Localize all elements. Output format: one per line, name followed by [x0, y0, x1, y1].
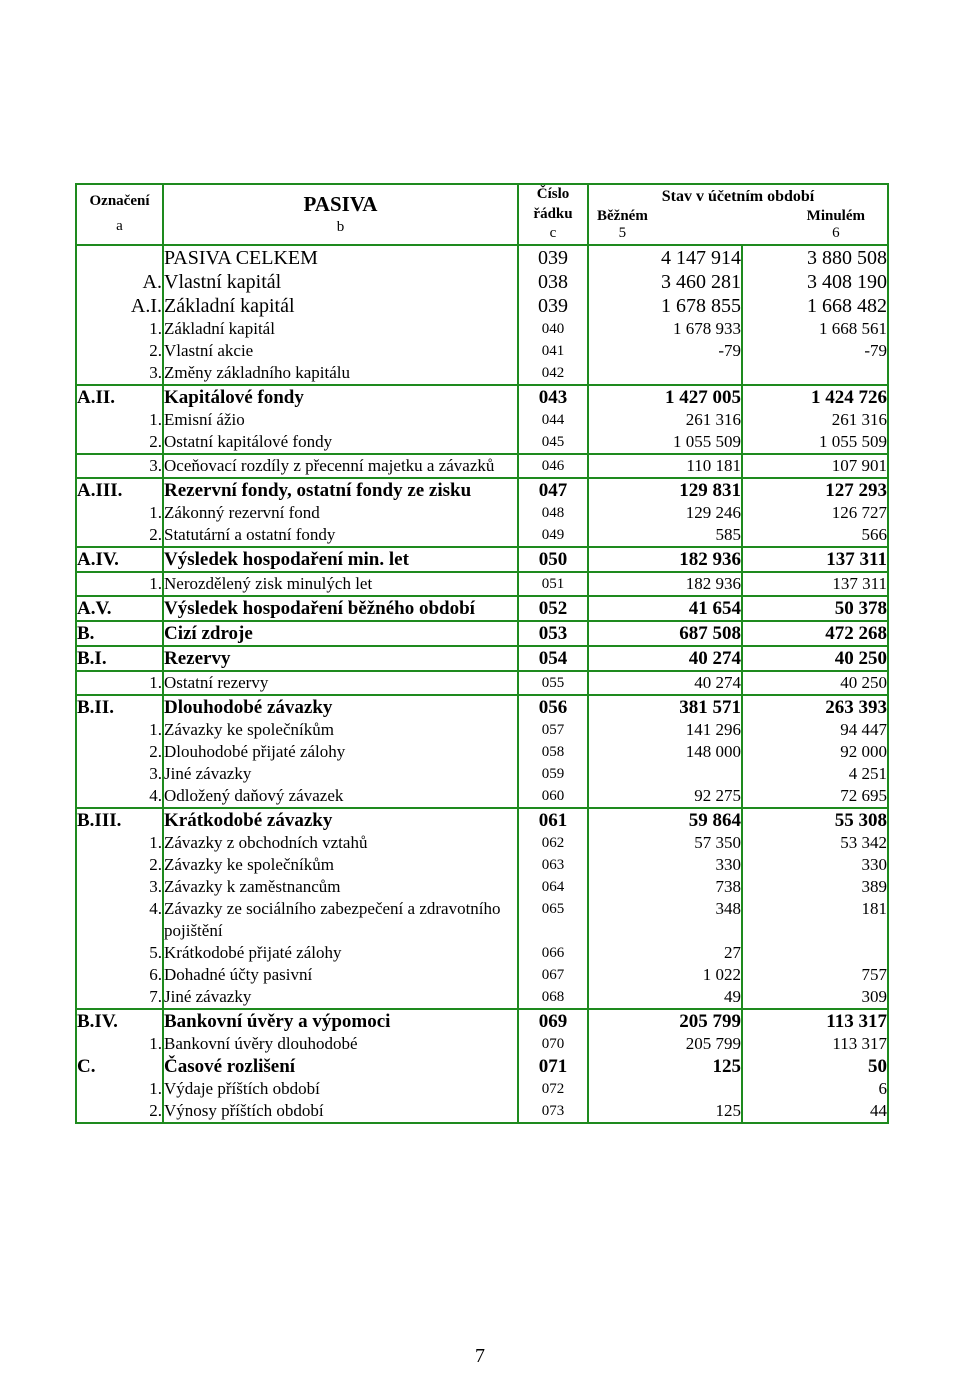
page-number: 7	[475, 1345, 485, 1367]
row-designation: 1.	[76, 572, 163, 596]
row-line-number: 071	[518, 1055, 588, 1078]
table-row	[76, 785, 888, 808]
row-line-number: 064	[518, 876, 588, 898]
row-item-name: Závazky ke společníkům	[163, 719, 518, 741]
row-previous-value: 50 378	[742, 596, 888, 621]
row-line-number: 048	[518, 502, 588, 524]
table-body	[76, 245, 888, 1123]
row-designation: 1.	[149, 409, 162, 429]
row-item-name: Rezervní fondy, ostatní fondy ze zisku	[163, 478, 518, 502]
row-current-value: 182 936	[588, 547, 742, 572]
row-current-value	[588, 1078, 742, 1100]
row-current-value: 40 274	[588, 671, 742, 695]
table-row	[76, 1009, 888, 1033]
row-current-value: 330	[588, 854, 742, 876]
table-row	[76, 294, 888, 318]
row-designation: 4.	[149, 898, 162, 918]
row-previous-value: 6	[742, 1078, 888, 1100]
row-designation: 1.	[76, 671, 163, 695]
row-current-value: 687 508	[588, 621, 742, 646]
row-previous-value: 3 880 508	[742, 245, 888, 270]
row-designation: A.II.	[76, 385, 163, 409]
row-designation: 7.	[149, 986, 162, 1006]
row-previous-value: 181	[742, 898, 888, 942]
row-line-number: 042	[518, 362, 588, 385]
row-previous-value: 261 316	[742, 409, 888, 431]
row-line-number: 053	[518, 621, 588, 646]
row-designation: 1.	[149, 1033, 162, 1053]
row-designation: A.I.	[130, 294, 162, 317]
table-row	[76, 385, 888, 409]
table-row	[76, 572, 888, 596]
table-row	[76, 524, 888, 547]
row-designation: B.	[76, 621, 163, 646]
row-item-name: Závazky z obchodních vztahů	[163, 832, 518, 854]
row-item-name: Závazky ze sociálního zabezpečení a zdravotního pojištění	[163, 898, 518, 942]
table-row	[76, 245, 888, 270]
table-row	[76, 547, 888, 572]
row-current-value: 205 799	[588, 1009, 742, 1033]
row-line-number: 047	[518, 478, 588, 502]
row-current-value: 348	[588, 898, 742, 942]
row-designation: 1.	[149, 1078, 162, 1098]
row-current-value: 41 654	[588, 596, 742, 621]
row-designation: 2.	[149, 340, 162, 360]
row-line-number: 056	[518, 695, 588, 719]
row-item-name: Dlouhodobé závazky	[163, 695, 518, 719]
row-previous-value: 757	[742, 964, 888, 986]
row-previous-value: 113 317	[742, 1033, 888, 1055]
row-line-number: 057	[518, 719, 588, 741]
row-line-number: 054	[518, 646, 588, 671]
row-designation: 1.	[149, 502, 162, 522]
row-item-name: Časové rozlišení	[163, 1055, 518, 1078]
row-line-number: 069	[518, 1009, 588, 1033]
row-line-number: 049	[518, 524, 588, 547]
header-pasiva: PASIVA b	[163, 184, 518, 245]
row-current-value: 125	[588, 1055, 742, 1078]
table-row	[76, 621, 888, 646]
row-current-value: 4 147 914	[588, 245, 742, 270]
row-item-name: Bankovní úvěry a výpomoci	[163, 1009, 518, 1033]
table-row	[76, 854, 888, 876]
table-row	[76, 270, 888, 294]
row-previous-value: 113 317	[742, 1009, 888, 1033]
table-row	[76, 964, 888, 986]
row-current-value: 125	[588, 1100, 742, 1123]
row-designation: 3.	[149, 362, 162, 382]
table-row	[76, 695, 888, 719]
row-designation: 4.	[149, 785, 162, 805]
row-line-number: 062	[518, 832, 588, 854]
row-designation: C.	[77, 1055, 96, 1077]
row-item-name: Základní kapitál	[163, 318, 518, 340]
row-line-number: 065	[518, 898, 588, 942]
row-item-name: Krátkodobé závazky	[163, 808, 518, 832]
row-current-value: 1 055 509	[588, 431, 742, 454]
row-designation: 3.	[149, 763, 162, 783]
row-line-number: 043	[518, 385, 588, 409]
row-current-value: 182 936	[588, 572, 742, 596]
row-line-number: 041	[518, 340, 588, 362]
row-designation: 2.	[149, 741, 162, 761]
table-row	[76, 596, 888, 621]
row-designation: 5.	[149, 942, 162, 962]
table-row	[76, 318, 888, 340]
row-current-value: 381 571	[588, 695, 742, 719]
row-item-name: Oceňovací rozdíly z přecenní majetku a závazků	[163, 454, 518, 478]
row-current-value: 205 799	[588, 1033, 742, 1055]
header-previous-period: Minulém 6	[806, 208, 865, 242]
row-line-number: 044	[518, 409, 588, 431]
row-line-number: 061	[518, 808, 588, 832]
row-line-number: 051	[518, 572, 588, 596]
row-current-value: 1 678 855	[588, 294, 742, 318]
row-current-value: 129 246	[588, 502, 742, 524]
header-period-state: Stav v účetním období Běžném 5 Minulém 6	[588, 184, 888, 245]
row-item-name: Emisní ážio	[163, 409, 518, 431]
row-current-value: 92 275	[588, 785, 742, 808]
table-row	[76, 741, 888, 763]
row-designation: B.II.	[76, 695, 163, 719]
row-current-value: 49	[588, 986, 742, 1009]
row-line-number: 040	[518, 318, 588, 340]
row-current-value: 59 864	[588, 808, 742, 832]
row-previous-value: 330	[742, 854, 888, 876]
row-previous-value: 40 250	[742, 646, 888, 671]
row-designation: B.IV.	[76, 1009, 163, 1033]
row-item-name: Výsledek hospodaření běžného období	[163, 596, 518, 621]
row-item-name: Bankovní úvěry dlouhodobé	[163, 1033, 518, 1055]
row-previous-value: 263 393	[742, 695, 888, 719]
row-item-name: Ostatní rezervy	[163, 671, 518, 695]
row-line-number: 067	[518, 964, 588, 986]
table-row	[76, 808, 888, 832]
row-previous-value	[742, 942, 888, 964]
row-item-name: Výnosy příštích období	[163, 1100, 518, 1123]
row-previous-value: 92 000	[742, 741, 888, 763]
row-current-value: 27	[588, 942, 742, 964]
row-previous-value: 1 668 561	[742, 318, 888, 340]
row-line-number: 070	[518, 1033, 588, 1055]
row-previous-value: 566	[742, 524, 888, 547]
row-line-number: 045	[518, 431, 588, 454]
table-row	[76, 1033, 888, 1055]
table-row	[76, 832, 888, 854]
row-item-name: Změny základního kapitálu	[163, 362, 518, 385]
row-item-name: Jiné závazky	[163, 763, 518, 785]
balance-sheet-table	[75, 183, 889, 1124]
row-item-name: Nerozdělený zisk minulých let	[163, 572, 518, 596]
row-previous-value	[742, 362, 888, 385]
table-row	[76, 986, 888, 1009]
row-current-value	[588, 763, 742, 785]
row-item-name: Ostatní kapitálové fondy	[163, 431, 518, 454]
row-designation: 1.	[149, 832, 162, 852]
row-designation: 3.	[76, 454, 163, 478]
row-item-name: Kapitálové fondy	[163, 385, 518, 409]
row-line-number: 055	[518, 671, 588, 695]
row-designation: A.III.	[76, 478, 163, 502]
row-line-number: 058	[518, 741, 588, 763]
table-row	[76, 362, 888, 385]
row-designation: B.I.	[76, 646, 163, 671]
row-previous-value: -79	[742, 340, 888, 362]
row-current-value: 40 274	[588, 646, 742, 671]
row-designation: 2.	[149, 1100, 162, 1120]
row-previous-value: 50	[742, 1055, 888, 1078]
row-previous-value: 4 251	[742, 763, 888, 785]
row-item-name: Rezervy	[163, 646, 518, 671]
row-previous-value: 389	[742, 876, 888, 898]
row-line-number: 068	[518, 986, 588, 1009]
row-previous-value: 3 408 190	[742, 270, 888, 294]
row-current-value: 110 181	[588, 454, 742, 478]
table-row	[76, 671, 888, 695]
row-designation: 3.	[149, 876, 162, 896]
row-current-value: 3 460 281	[588, 270, 742, 294]
row-designation: B.III.	[76, 808, 163, 832]
row-item-name: Dlouhodobé přijaté zálohy	[163, 741, 518, 763]
row-line-number: 050	[518, 547, 588, 572]
row-previous-value: 44	[742, 1100, 888, 1123]
row-previous-value: 127 293	[742, 478, 888, 502]
row-designation: A.	[142, 270, 162, 293]
row-line-number: 072	[518, 1078, 588, 1100]
row-designation: A.IV.	[76, 547, 163, 572]
row-previous-value: 126 727	[742, 502, 888, 524]
row-previous-value: 94 447	[742, 719, 888, 741]
row-previous-value: 1 424 726	[742, 385, 888, 409]
row-current-value: 148 000	[588, 741, 742, 763]
row-item-name: Základní kapitál	[163, 294, 518, 318]
row-item-name: Jiné závazky	[163, 986, 518, 1009]
row-item-name: Dohadné účty pasivní	[163, 964, 518, 986]
table-row	[76, 898, 888, 942]
row-previous-value: 137 311	[742, 572, 888, 596]
row-designation: 2.	[149, 854, 162, 874]
row-previous-value: 107 901	[742, 454, 888, 478]
row-line-number: 039	[518, 294, 588, 318]
row-previous-value: 55 308	[742, 808, 888, 832]
row-current-value: 57 350	[588, 832, 742, 854]
header-designation: Označení a	[76, 184, 163, 245]
table-row	[76, 431, 888, 454]
row-previous-value: 472 268	[742, 621, 888, 646]
row-current-value: 1 678 933	[588, 318, 742, 340]
table-row	[76, 1055, 888, 1078]
row-designation	[76, 245, 163, 270]
row-previous-value: 1 055 509	[742, 431, 888, 454]
row-item-name: Zákonný rezervní fond	[163, 502, 518, 524]
table-header	[76, 184, 888, 245]
row-previous-value: 309	[742, 986, 888, 1009]
row-designation: 2.	[149, 431, 162, 451]
row-current-value: 585	[588, 524, 742, 547]
row-line-number: 059	[518, 763, 588, 785]
row-line-number: 060	[518, 785, 588, 808]
row-line-number: 046	[518, 454, 588, 478]
table-row	[76, 646, 888, 671]
row-current-value: 129 831	[588, 478, 742, 502]
row-item-name: Výsledek hospodaření min. let	[163, 547, 518, 572]
row-item-name: Cizí zdroje	[163, 621, 518, 646]
table-row	[76, 340, 888, 362]
row-line-number: 039	[518, 245, 588, 270]
row-line-number: 052	[518, 596, 588, 621]
row-item-name: PASIVA CELKEM	[163, 245, 518, 270]
row-designation: 1.	[149, 719, 162, 739]
row-current-value: 738	[588, 876, 742, 898]
row-line-number: 073	[518, 1100, 588, 1123]
row-item-name: Výdaje příštích období	[163, 1078, 518, 1100]
row-previous-value: 1 668 482	[742, 294, 888, 318]
row-previous-value: 53 342	[742, 832, 888, 854]
row-line-number: 038	[518, 270, 588, 294]
table-row	[76, 1078, 888, 1100]
row-previous-value: 40 250	[742, 671, 888, 695]
row-item-name: Závazky ke společníkům	[163, 854, 518, 876]
row-item-name: Odložený daňový závazek	[163, 785, 518, 808]
row-item-name: Vlastní akcie	[163, 340, 518, 362]
table-row	[76, 478, 888, 502]
row-designation: A.V.	[76, 596, 163, 621]
row-current-value: 141 296	[588, 719, 742, 741]
row-current-value: 1 022	[588, 964, 742, 986]
row-line-number: 063	[518, 854, 588, 876]
table-row	[76, 763, 888, 785]
row-current-value: 1 427 005	[588, 385, 742, 409]
row-designation: 6.	[149, 964, 162, 984]
row-current-value: 261 316	[588, 409, 742, 431]
table-row	[76, 502, 888, 524]
row-item-name: Závazky k zaměstnancům	[163, 876, 518, 898]
table-row	[76, 942, 888, 964]
row-item-name: Vlastní kapitál	[163, 270, 518, 294]
row-current-value: -79	[588, 340, 742, 362]
row-item-name: Krátkodobé přijaté zálohy	[163, 942, 518, 964]
table-row	[76, 876, 888, 898]
row-item-name: Statutární a ostatní fondy	[163, 524, 518, 547]
row-designation: 1.	[149, 318, 162, 338]
row-current-value	[588, 362, 742, 385]
row-designation: 2.	[149, 524, 162, 544]
table-row	[76, 409, 888, 431]
row-previous-value: 137 311	[742, 547, 888, 572]
header-current-period: Běžném 5	[597, 208, 648, 242]
row-previous-value: 72 695	[742, 785, 888, 808]
table-row	[76, 454, 888, 478]
header-line-number: Číslo řádku c	[518, 184, 588, 245]
table-row	[76, 1100, 888, 1123]
table-row	[76, 719, 888, 741]
row-line-number: 066	[518, 942, 588, 964]
